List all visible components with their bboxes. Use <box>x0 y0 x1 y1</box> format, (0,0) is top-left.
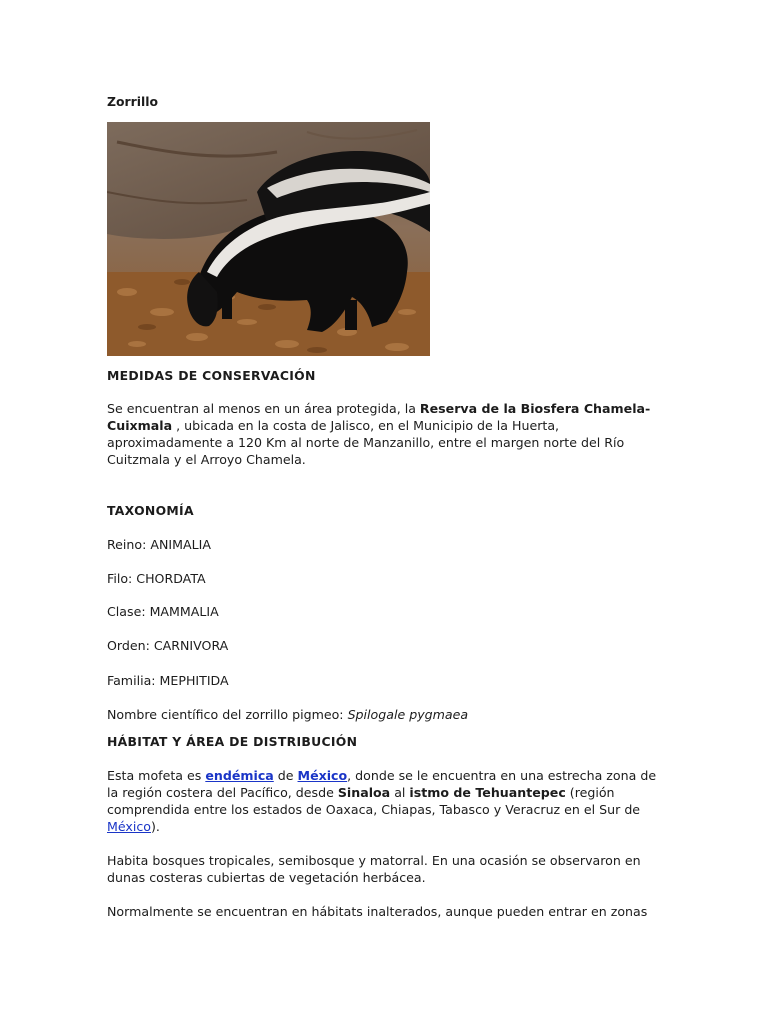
skunk-photo <box>107 122 430 356</box>
scientific-name-label: Nombre científico del zorrillo pigmeo: <box>107 707 348 722</box>
taxonomy-heading: TAXONOMÍA <box>107 503 194 518</box>
link-mexico-2[interactable]: México <box>107 819 151 834</box>
taxonomy-reino: Reino: ANIMALIA <box>107 537 211 552</box>
taxonomy-filo: Filo: CHORDATA <box>107 571 206 586</box>
taxonomy-familia: Familia: MEPHITIDA <box>107 673 229 688</box>
conservation-text-a: Se encuentran al menos en un área protegida, la <box>107 401 420 416</box>
taxonomy-scientific-name <box>107 707 468 722</box>
link-mexico[interactable]: México <box>297 768 348 783</box>
page-title: Zorrillo <box>107 94 158 109</box>
link-endemica[interactable]: endémica <box>205 768 274 783</box>
sinaloa-text: Sinaloa <box>337 785 391 800</box>
habitat-heading: HÁBITAT Y ÁREA DE DISTRIBUCIÓN <box>107 734 358 749</box>
conservation-paragraph <box>107 400 663 468</box>
habitat-text-a: Esta mofeta es <box>107 768 206 783</box>
conservation-heading: MEDIDAS DE CONSERVACIÓN <box>107 368 316 383</box>
conservation-text-c: , ubicada en la costa de Jalisco, en el Municipio de la Huerta, aproximadamente a 120 Km al norte de Manzanillo, entre el margen norte del Río Cuitzmala y el Arroyo Chamela. <box>107 418 625 467</box>
taxonomy-clase: Clase: MAMMALIA <box>107 604 219 619</box>
istmo-text: istmo de Tehuantepec <box>409 785 566 800</box>
habitat-text-c: , donde se le encuentra en una estrecha zona de la región costera del Pacífico, desde <box>107 768 657 800</box>
scientific-name-value: Spilogale pygmaea <box>347 707 469 722</box>
habitat-paragraph-1 <box>107 767 663 835</box>
taxonomy-orden: Orden: CARNIVORA <box>107 638 229 653</box>
habitat-paragraph-3: Normalmente se encuentran en hábitats inalterados, aunque pueden entrar en zonas <box>107 904 648 919</box>
habitat-text-b: de <box>273 768 298 783</box>
reserve-name: Reserva de la Biosfera Chamela-Cuixmala <box>107 401 651 433</box>
habitat-paragraph-2: Habita bosques tropicales, semibosque y matorral. En una ocasión se observaron en dunas costeras cubiertas de vegetación herbácea. <box>107 853 641 885</box>
habitat-text-f: ). <box>150 819 160 834</box>
habitat-text-e: (región comprendida entre los estados de Oaxaca, Chiapas, Tabasco y Veracruz en el Sur de <box>107 785 641 817</box>
habitat-text-d: al <box>390 785 410 800</box>
